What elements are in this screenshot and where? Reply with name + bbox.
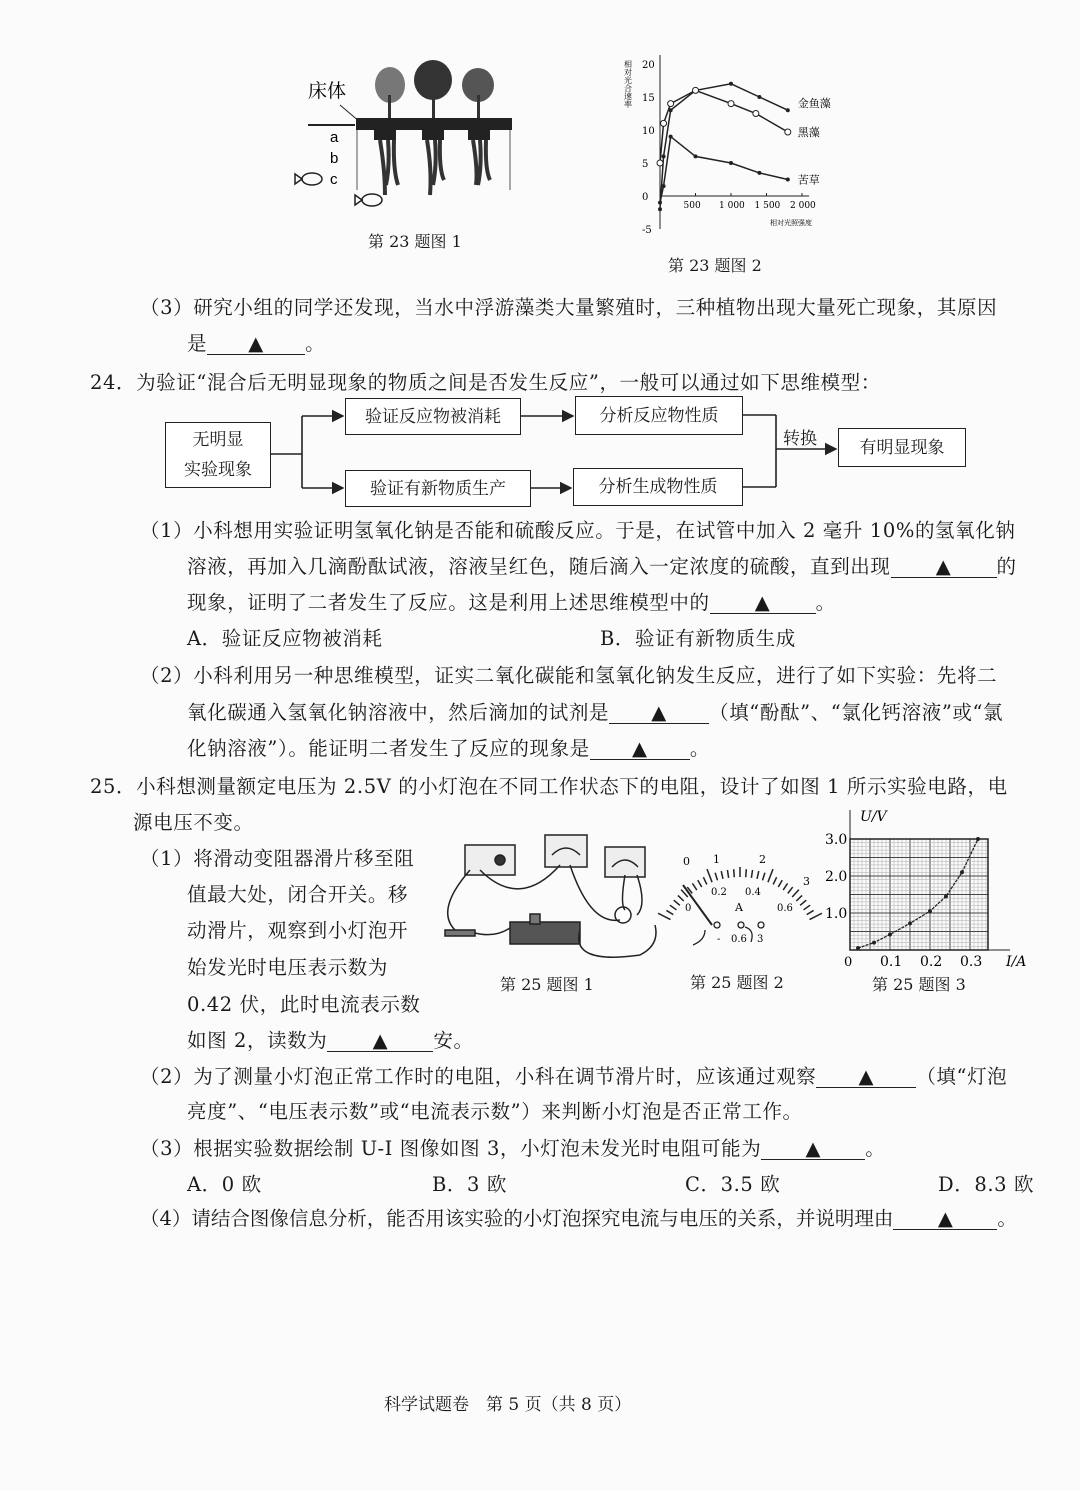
q24-part1-line2: 溶液，再加入几滴酚酞试液，溶液呈红色，随后滴入一定浓度的硫酸，直到出现 ▲ 的: [187, 555, 1017, 578]
y-tick-label: 3.0: [825, 832, 848, 848]
answer-blank[interactable]: ▲: [590, 739, 690, 760]
y-tick-label: 0: [642, 192, 649, 203]
x-tick-label: 1 000: [719, 201, 745, 211]
y-axis-label: 相对光合速率: [623, 60, 633, 108]
svg-text:0.4: 0.4: [745, 887, 761, 898]
flow-start-box: 无明显 实验现象: [165, 422, 271, 488]
svg-text:3: 3: [757, 934, 764, 945]
q25-option-d: D．8.3 欧: [938, 1173, 1035, 1196]
flow-box-reactant-property: 分析反应物性质: [575, 396, 743, 435]
page-footer: 科学试题卷 第 5 页（共 8 页）: [384, 1395, 632, 1415]
flow-box-product-property: 分析生成物性质: [573, 468, 743, 506]
svg-text:2: 2: [759, 853, 766, 866]
q24-part2-line2: 氧化碳通入氢氧化钠溶液中，然后滴加的试剂是 ▲ （填“酚酞”、“氯化钙溶液”或“氯: [187, 701, 1004, 724]
legend-label: 金鱼藻: [797, 97, 831, 111]
x-tick-label: 0.3: [960, 954, 983, 970]
y-tick-label: 5: [642, 159, 649, 170]
q24-part1-line3: 现象，证明了二者发生了反应。这是利用上述思维模型中的 ▲ 。: [187, 591, 836, 614]
dial-tick: [666, 910, 673, 914]
power-supply-icon: [465, 845, 515, 875]
dial-tick: [707, 869, 712, 882]
legend-label: 苦草: [797, 173, 820, 187]
fig25-2-ammeter-dial: [665, 845, 815, 955]
y-tick-label: -5: [642, 225, 652, 236]
dial-tick: [804, 905, 811, 910]
q24-part2-line1: （2）小科利用另一种思维模型，证实二氧化碳能和氢氧化钠发生反应，进行了如下实验：先将二: [140, 664, 998, 687]
bed-label: 床体: [308, 80, 347, 102]
layer-label-b: b: [330, 150, 339, 167]
dial-tick: [773, 877, 776, 884]
fig25-1-caption: 第 25 题图 1: [500, 975, 594, 994]
dial-tick: [715, 873, 717, 881]
dial-tick: [783, 883, 787, 890]
fig25-2-caption: 第 25 题图 2: [690, 973, 784, 992]
data-point: [928, 909, 932, 913]
fig25-1-circuit: [440, 830, 665, 970]
fig23-2-caption: 第 23 题图 2: [668, 256, 762, 275]
data-point: [856, 946, 860, 950]
svg-text:0: 0: [685, 903, 692, 914]
data-point: [976, 837, 980, 841]
q25-stem-line2: 源电压不变。: [133, 811, 254, 834]
fig25-3-chart: [820, 805, 1040, 970]
y-tick-label: 20: [642, 60, 655, 71]
x-tick-label: 1 500: [754, 201, 781, 211]
q25-part1-line4: 始发光时电压表示数为: [187, 956, 389, 979]
answer-blank[interactable]: ▲: [609, 703, 709, 724]
q25-part4-line: （4）请结合图像信息分析，能否用该实验的小灯泡探究电流与电压的关系，并说明理由 ▲ 。: [140, 1207, 1017, 1230]
q23-part3-line2: 是 ▲ 。: [187, 332, 326, 355]
dial-tick: [734, 869, 735, 877]
answer-blank[interactable]: ▲: [710, 593, 816, 614]
voltmeter-icon: [545, 835, 587, 867]
data-point: [944, 894, 948, 898]
x-axis-label: I/A: [1006, 954, 1027, 970]
dial-tick: [674, 900, 680, 905]
x-tick-label: 0.1: [880, 954, 903, 970]
q24-option-a: A．验证反应物被消耗: [187, 627, 383, 650]
q25-option-a: A．0 欧: [187, 1173, 262, 1196]
q23-part3-line1: （3）研究小组的同学还发现，当水中浮游藻类大量繁殖时，三种植物出现大量死亡现象，其原因: [140, 296, 998, 319]
q25-part2-line1: （2）为了测量小灯泡正常工作时的电阻，小科在调节滑片时，应该通过观察 ▲ （填“灯泡: [140, 1065, 1008, 1088]
dial-tick: [796, 895, 802, 901]
answer-blank[interactable]: ▲: [893, 1209, 997, 1230]
fig25-3-caption: 第 25 题图 3: [872, 975, 966, 994]
x-axis-label: 相对光照强度: [770, 219, 812, 227]
svg-text:0.2: 0.2: [711, 887, 727, 898]
svg-text:0: 0: [683, 855, 690, 868]
y-tick-label: 1.0: [825, 906, 848, 922]
q25-part1-line2: 值最大处，闭合开关。移: [187, 883, 409, 906]
q24-part2-line3: 化钠溶液”）。能证明二者发生了反应的现象是 ▲ 。: [187, 737, 710, 760]
q25-part2-line2: 亮度”、“电压表示数”或“电流表示数”）来判断小灯泡是否正常工作。: [187, 1100, 803, 1123]
dial-tick: [751, 870, 752, 878]
legend-label: 黑藻: [797, 125, 820, 139]
flow-box-new-substance: 验证有新物质生产: [345, 470, 531, 507]
dial-tick: [778, 880, 782, 887]
q25-option-b: B．3 欧: [432, 1173, 507, 1196]
q25-part1-line1: （1）将滑动变阻器滑片移至阻: [140, 847, 415, 870]
svg-text:1: 1: [713, 853, 720, 866]
y-tick-label: 2.0: [825, 869, 848, 885]
dial-tick: [692, 883, 696, 890]
answer-blank[interactable]: ▲: [761, 1139, 865, 1160]
dial-tick: [768, 869, 773, 882]
answer-blank[interactable]: ▲: [327, 1031, 433, 1052]
dial-tick: [800, 900, 806, 905]
x-tick-label: 2 000: [790, 201, 816, 211]
switch-icon: [445, 930, 475, 936]
ammeter-icon: [605, 847, 645, 877]
dial-tick: [703, 877, 706, 884]
layer-label-a: a: [330, 129, 339, 146]
answer-blank[interactable]: ▲: [207, 334, 305, 355]
q24-part1-line1: （1）小科想用实验证明氢氧化钠是否能和硫酸反应。于是，在试管中加入 2 毫升 10%的氢氧化钠: [140, 519, 1016, 542]
rheostat-icon: [510, 922, 580, 944]
dial-tick: [678, 895, 684, 901]
q25-part3-line: （3）根据实验数据绘制 U-I 图像如图 3，小灯泡未发光时电阻可能为 ▲ 。: [140, 1137, 886, 1160]
y-tick-label: 10: [642, 126, 655, 137]
q25-option-c: C．3.5 欧: [685, 1173, 781, 1196]
svg-text:0.6: 0.6: [777, 903, 793, 914]
dial-tick: [746, 869, 747, 877]
flowchart-connectors: [0, 0, 1080, 600]
q25-stem-line1: 25．小科想测量额定电压为 2.5V 的小灯泡在不同工作状态下的电阻，设计了如图 1 所示实验电路，电: [90, 775, 1008, 798]
answer-blank[interactable]: ▲: [816, 1067, 916, 1088]
dial-tick: [807, 910, 814, 914]
y-axis-label: U/V: [860, 809, 887, 825]
svg-text:0.6: 0.6: [731, 934, 747, 945]
q25-part1-line5: 0.42 伏，此时电流表示数: [187, 993, 421, 1016]
dial-tick: [788, 887, 793, 893]
flow-box-reactant-consumed: 验证反应物被消耗: [345, 398, 521, 435]
data-point: [872, 941, 876, 945]
dial-tick: [757, 871, 759, 879]
y-tick-label: 15: [642, 93, 655, 104]
q25-part1-line3: 动滑片，观察到小灯泡开: [187, 919, 409, 942]
q24-option-b: B．验证有新物质生成: [600, 627, 796, 650]
data-point: [908, 921, 912, 925]
svg-text:A: A: [735, 901, 743, 914]
flow-end-box: 有明显现象: [838, 428, 966, 467]
q24-stem: 24．为验证“混合后无明显现象的物质之间是否发生反应”，一般可以通过如下思维模型：: [90, 371, 881, 394]
svg-text:-: -: [717, 934, 721, 945]
dial-tick: [721, 871, 723, 879]
layer-label-c: c: [330, 171, 338, 188]
svg-text:3: 3: [803, 875, 810, 888]
dial-tick: [698, 880, 702, 887]
q25-part1-line6: 如图 2，读数为 ▲ 安。: [187, 1029, 474, 1052]
x-tick-label: 0.2: [920, 954, 943, 970]
fig23-1-caption: 第 23 题图 1: [368, 232, 462, 251]
dial-tick: [670, 905, 677, 910]
dial-tick: [763, 873, 765, 881]
data-point: [960, 870, 964, 874]
answer-blank[interactable]: ▲: [891, 557, 997, 578]
x-tick-label: 500: [683, 201, 701, 211]
dial-tick: [727, 870, 728, 878]
dial-tick: [792, 890, 799, 897]
flow-convert-label: 转换: [783, 429, 817, 449]
data-point: [888, 932, 892, 936]
origin-label: 0: [844, 955, 853, 970]
